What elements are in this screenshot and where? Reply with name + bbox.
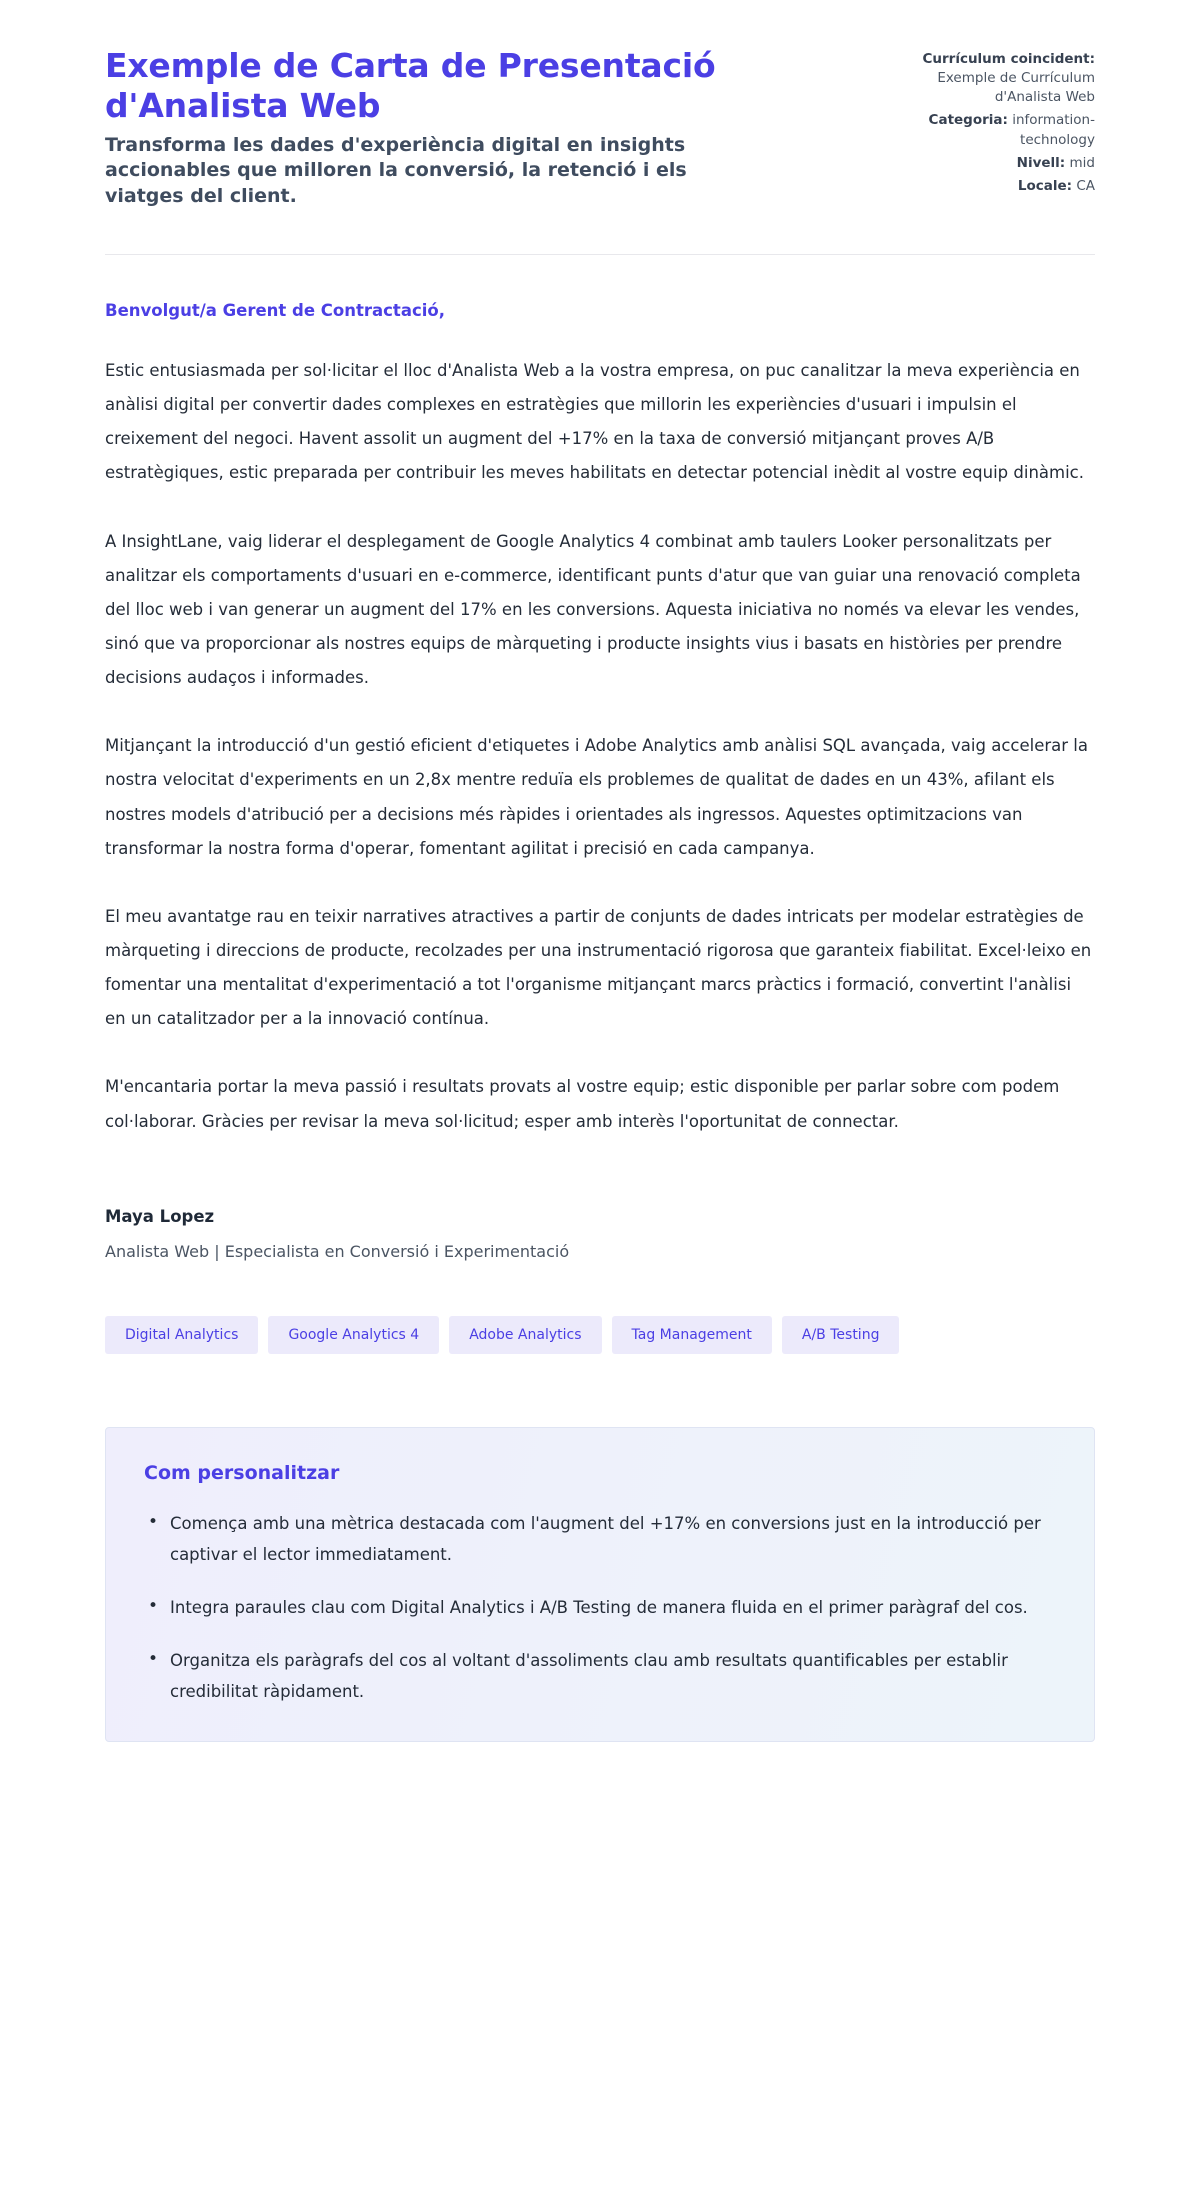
letter-body — [105, 255, 1095, 1139]
meta-label-category: Categoria: — [928, 112, 1008, 129]
meta-row-matching-resume — [880, 50, 1095, 107]
meta-label-locale: Locale: — [1017, 177, 1073, 194]
letter-paragraph: M'encantaria portar la meva passió i resultats provats al vostre equip; estic disponible per parlar sobre com podem col·laborar. Gràcies per revisar la meva sol·licitud; esper amb interès l'oportunitat de connectar. — [105, 1077, 1060, 1131]
header-title-block — [105, 46, 825, 210]
skill-tag[interactable]: Tag Management — [612, 1316, 772, 1354]
letter-salutation: Benvolgut/a Gerent de Contractació, — [105, 300, 445, 320]
signature-name: Maya Lopez — [105, 1206, 215, 1226]
skill-tag[interactable]: Google Analytics 4 — [268, 1316, 439, 1354]
list-item: • Comença amb una mètrica destacada com l'augment del +17% en conversions just en la introducció per captivar el lector immediatament. — [144, 1508, 1056, 1570]
skill-tag[interactable]: Adobe Analytics — [449, 1316, 601, 1354]
meta-row-level — [880, 154, 1095, 173]
list-item: • Integra paraules clau com Digital Analytics i A/B Testing de manera fluida en el primer paràgraf del cos. — [144, 1592, 1056, 1623]
skill-tag-list — [105, 1316, 1095, 1354]
meta-value-matching-resume: Exemple de Currículum d'Analista Web — [937, 70, 1095, 106]
document-metadata — [880, 46, 1095, 200]
skill-tag[interactable]: Digital Analytics — [105, 1316, 258, 1354]
meta-label-matching-resume: Currículum coincident: — [922, 51, 1095, 67]
meta-value-locale: CA — [1076, 177, 1095, 194]
meta-value-level: mid — [1069, 154, 1095, 171]
customization-tips-panel — [105, 1427, 1095, 1742]
page-header — [105, 46, 1095, 210]
page-subtitle: Transforma les dades d'experiència digital en insights accionables que milloren la conversió, la retenció i els viatges del client. — [105, 133, 687, 208]
signature-role: Analista Web | Especialista en Conversió i Experimentació — [105, 1241, 570, 1261]
letter-paragraph: Estic entusiasmada per sol·licitar el lloc d'Analista Web a la vostra empresa, on puc canalitzar la meva experiència en anàlisi digital per convertir dades complexes en estratègies que millorin les experiències d'usuari i impulsin el creixement del negoci. Havent assolit un augment del +17% en la taxa de conversió mitjançant proves A/B estratègiques, estic preparada per contribuir les meves habilitats en detectar potencial inèdit al vostre equip dinàmic. — [105, 360, 1084, 483]
meta-value-category: information-technology — [1012, 112, 1095, 148]
letter-paragraph: A InsightLane, vaig liderar el desplegament de Google Analytics 4 combinat amb taulers Looker personalitzats per analitzar els comportaments d'usuari en e-commerce, identificant punts d'atur que van guiar una renovació completa del lloc web i van generar un augment del 17% en les conversions. Aquesta iniciativa no només va elevar les vendes, sinó que va proporcionar als nostres equips de màrqueting i producte insights vius i basats en històries per prendre decisions audaços i informades. — [105, 531, 1081, 688]
meta-row-locale — [880, 177, 1095, 196]
list-item: • Organitza els paràgrafs del cos al voltant d'assoliments clau amb resultats quantificables per establir credibilitat ràpidament. — [144, 1645, 1056, 1707]
meta-label-level: Nivell: — [1016, 154, 1066, 171]
customization-tips-list — [144, 1508, 1056, 1707]
meta-row-category — [880, 111, 1095, 149]
letter-paragraph: Mitjançant la introducció d'un gestió eficient d'etiquetes i Adobe Analytics amb anàlisi SQL avançada, vaig accelerar la nostra velocitat d'experiments en un 2,8x mentre reduïa els problemes de qualitat de dades en un 43%, afilant els nostres models d'atribució per a decisions més ràpides i orientades als ingressos. Aquestes optimitzacions van transformar la nostra forma d'operar, fomentant agilitat i precisió en cada campanya. — [105, 736, 1088, 858]
page-title: Exemple de Carta de Presentació d'Analista Web — [105, 46, 716, 126]
letter-paragraph: El meu avantatge rau en teixir narratives atractives a partir de conjunts de dades intricats per modelar estratègies de màrqueting i direccions de producte, recolzades per una instrumentació rigorosa que garanteix fiabilitat. Excel·leixo en fomentar una mentalitat d'experimentació a tot l'organisme mitjançant marcs pràctics i formació, convertint l'anàlisi en un catalitzador per a la innovació contínua. — [105, 906, 1092, 1029]
signature-block — [105, 1207, 1095, 1261]
customization-tips-title: Com personalitzar — [144, 1461, 340, 1484]
skill-tag[interactable]: A/B Testing — [782, 1316, 900, 1354]
